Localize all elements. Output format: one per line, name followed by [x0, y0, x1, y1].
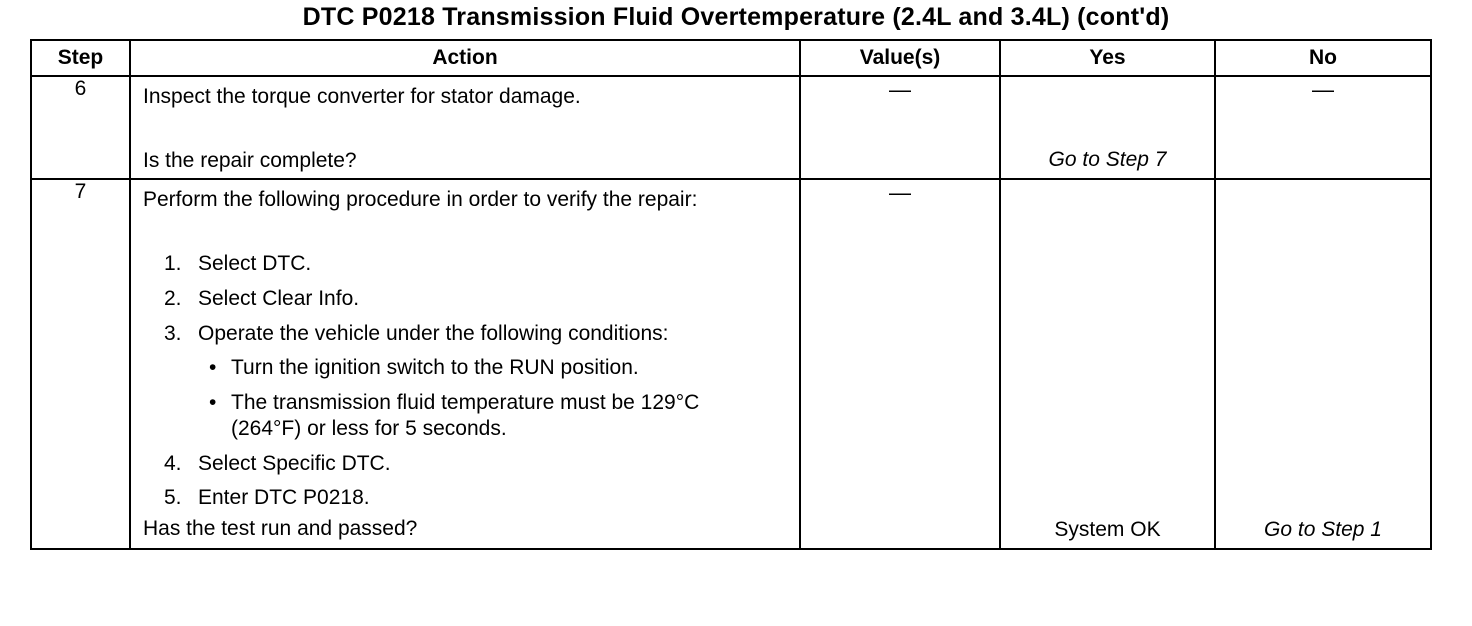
- bullet-icon: •: [209, 356, 217, 379]
- value-cell: [800, 76, 1000, 179]
- step-number: 6: [31, 76, 130, 179]
- action-cell: [130, 76, 800, 179]
- no-cell: [1215, 179, 1431, 549]
- action-question: Is the repair complete?: [143, 149, 357, 172]
- value-cell: [800, 179, 1000, 549]
- table-row: [31, 179, 1431, 549]
- header-action: Action: [130, 40, 800, 76]
- action-question: Has the test run and passed?: [143, 517, 418, 540]
- yes-link-go-to-step-7[interactable]: Go to Step 7: [1048, 148, 1167, 171]
- yes-cell: [1000, 76, 1215, 179]
- procedure-step: 1. Select DTC.: [164, 252, 312, 275]
- yes-result-system-ok: System OK: [1054, 518, 1161, 541]
- step-number: 7: [31, 179, 130, 549]
- header-yes: Yes: [1000, 40, 1215, 76]
- procedure-step: 4. Select Specific DTC.: [164, 452, 391, 475]
- no-cell: [1215, 76, 1431, 179]
- procedure-step: 3. Operate the vehicle under the following conditions:: [164, 322, 669, 345]
- no-link-go-to-step-1[interactable]: Go to Step 1: [1264, 518, 1382, 541]
- table-row: [31, 76, 1431, 179]
- header-step: Step: [31, 40, 130, 76]
- bullet-icon: •: [209, 391, 217, 414]
- yes-cell: [1000, 179, 1215, 549]
- condition-bullet: • The transmission fluid temperature must be 129°C (264°F) or less for 5 seconds.: [209, 391, 700, 440]
- action-cell: [130, 179, 800, 549]
- header-values: Value(s): [800, 40, 1000, 76]
- action-text: Inspect the torque converter for stator damage.: [143, 85, 581, 108]
- condition-bullet: • Turn the ignition switch to the RUN position.: [209, 356, 639, 379]
- procedure-step: 5. Enter DTC P0218.: [164, 486, 370, 509]
- header-no: No: [1215, 40, 1431, 76]
- value-dash: —: [889, 180, 911, 205]
- no-dash: —: [1312, 77, 1334, 102]
- table-header-row: [31, 40, 1431, 76]
- action-intro: Perform the following procedure in order to verify the repair:: [143, 188, 698, 211]
- page-title: DTC P0218 Transmission Fluid Overtemperature (2.4L and 3.4L) (cont'd): [302, 3, 1170, 31]
- diagnostic-table: [30, 39, 1432, 550]
- procedure-step: 2. Select Clear Info.: [164, 287, 360, 310]
- value-dash: —: [889, 77, 911, 102]
